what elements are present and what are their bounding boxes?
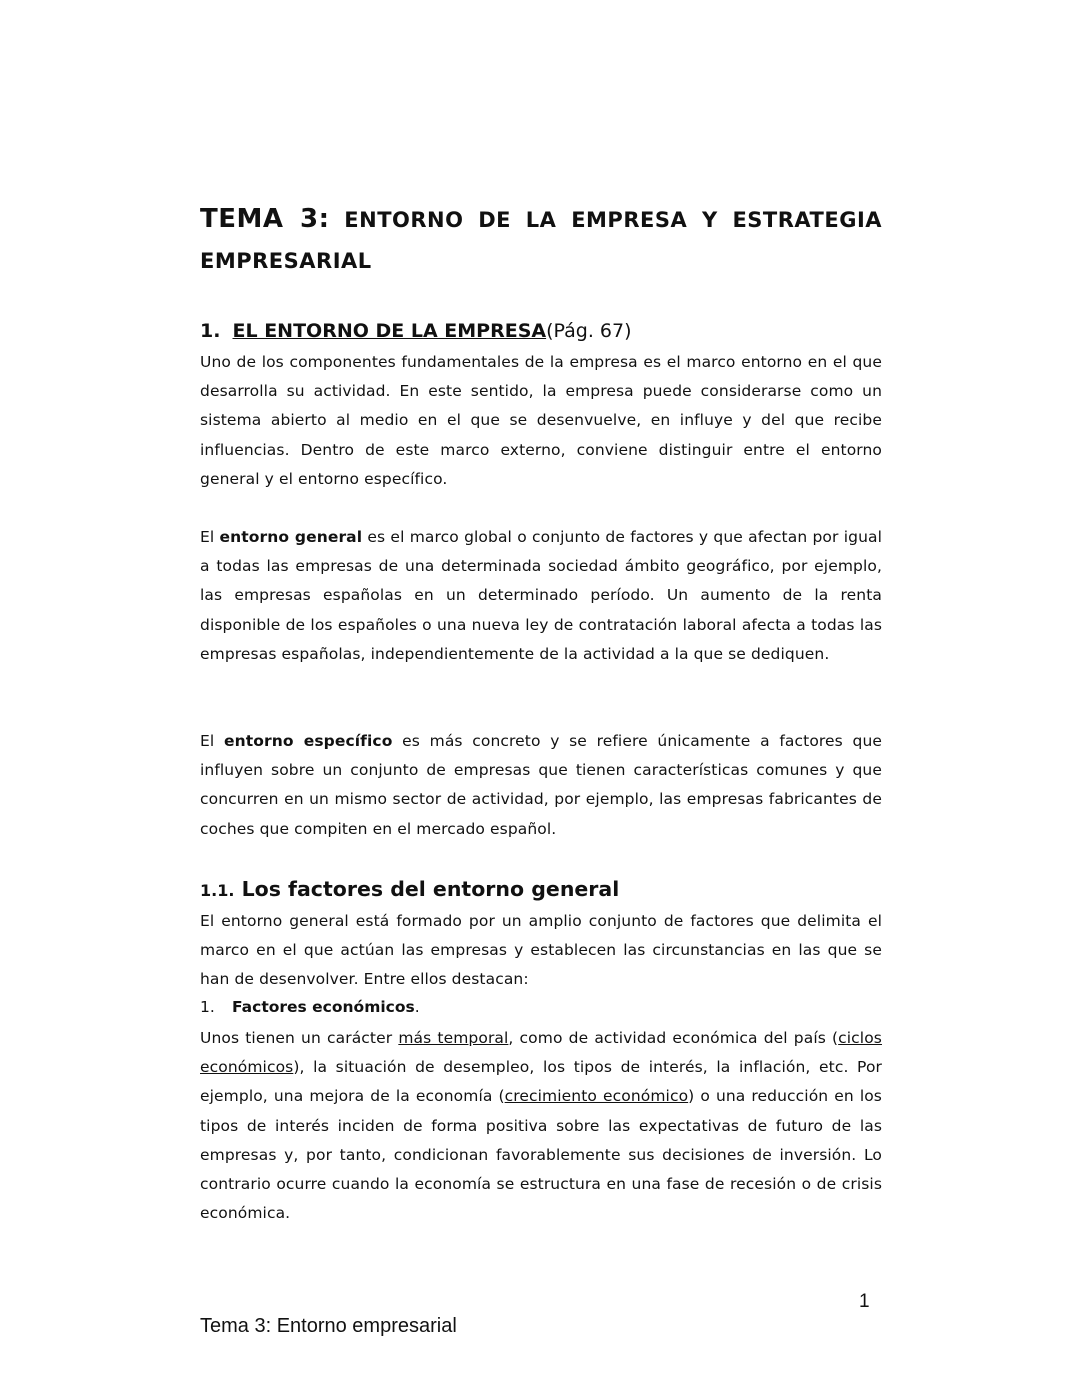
paragraph-entorno-especifico (200, 727, 882, 844)
list-number: 1. (200, 998, 215, 1016)
subsection-title: Los factores del entorno general (241, 877, 620, 901)
term-entorno-especifico: entorno específico (223, 732, 393, 750)
term-entorno-general: entorno general (219, 528, 363, 546)
text: ), la situación de desempleo, los tipos de interés, la inflación, etc. Por ejemplo, una mejora de la economía ( (200, 1058, 882, 1106)
underlined-term: crecimiento económico (504, 1087, 689, 1106)
title-text: ENTORNO DE LA EMPRESA Y ESTRATEGIA (344, 208, 883, 232)
section-number: 1. (200, 320, 221, 342)
subsection-number: 1.1. (200, 881, 235, 900)
paragraph-factores: El entorno general está formado por un amplio conjunto de factores que delimita el marco en el que actúan las empresas y establecen las circunstancias en las que se han de desenvolver. Entre ellos destacan: (200, 912, 882, 989)
text: Unos tienen un carácter (200, 1029, 399, 1047)
text: es el marco global o conjunto de factores y que afectan por igual a todas las empresas de una determinada sociedad ámbito geográfico, por ejemplo, las empresas españolas en un determinado período. Un aumento de la renta disponible de los españoles o una nueva ley de contratación laboral afecta a todas las empresas españolas, independientemente de la actividad a la que se dediquen. (200, 528, 882, 663)
underlined-term: ciclos económicos (200, 1029, 882, 1077)
paragraph-entorno-general (200, 523, 882, 669)
document-title-line2: EMPRESARIAL (200, 249, 372, 273)
section-heading-1-1 (200, 873, 619, 907)
text: es más concreto y se refiere únicamente a factores que influyen sobre un conjunto de empresas que tienen características comunes y que concurren en un mismo sector de actividad, por ejemplo, las empresas fabricantes de coches que compiten en el mercado español. (200, 732, 883, 838)
section-heading-1 (200, 316, 882, 346)
document-title (200, 198, 882, 242)
page-number: 1 (859, 1291, 870, 1312)
underlined-term: más temporal (398, 1029, 509, 1047)
paragraph-intro: Uno de los componentes fundamentales de la empresa es el marco entorno en el que desarrolla su actividad. En este sentido, la empresa puede considerarse como un sistema abierto al medio en el que se desenvuelve, en influye y del que recibe influencias. Dentro de este marco externo, conviene distinguir entre el entorno general y el entorno específico. (200, 353, 882, 488)
paragraph-economicos (200, 1024, 882, 1228)
title-number: TEMA 3: (200, 204, 330, 234)
page-footer: Tema 3: Entorno empresarial (200, 1315, 457, 1337)
text: , como de actividad económica del país ( (508, 1029, 839, 1047)
section-title: EL ENTORNO DE LA EMPRESA (232, 320, 547, 342)
list-item (200, 993, 420, 1022)
text: . (414, 998, 420, 1016)
text: El (200, 732, 224, 750)
text: ) o una reducción en los tipos de interés inciden de forma positiva sobre las expectativas de futuro de las empresas y, por tanto, condicionan favorablemente sus decisiones de inversión. Lo contrario ocurre cuando la economía se estructura en una fase de recesión o de crisis económica. (200, 1087, 882, 1223)
list-label: Factores económicos (232, 998, 415, 1016)
page-reference: (Pág. 67) (546, 320, 632, 342)
text: El (200, 528, 220, 546)
